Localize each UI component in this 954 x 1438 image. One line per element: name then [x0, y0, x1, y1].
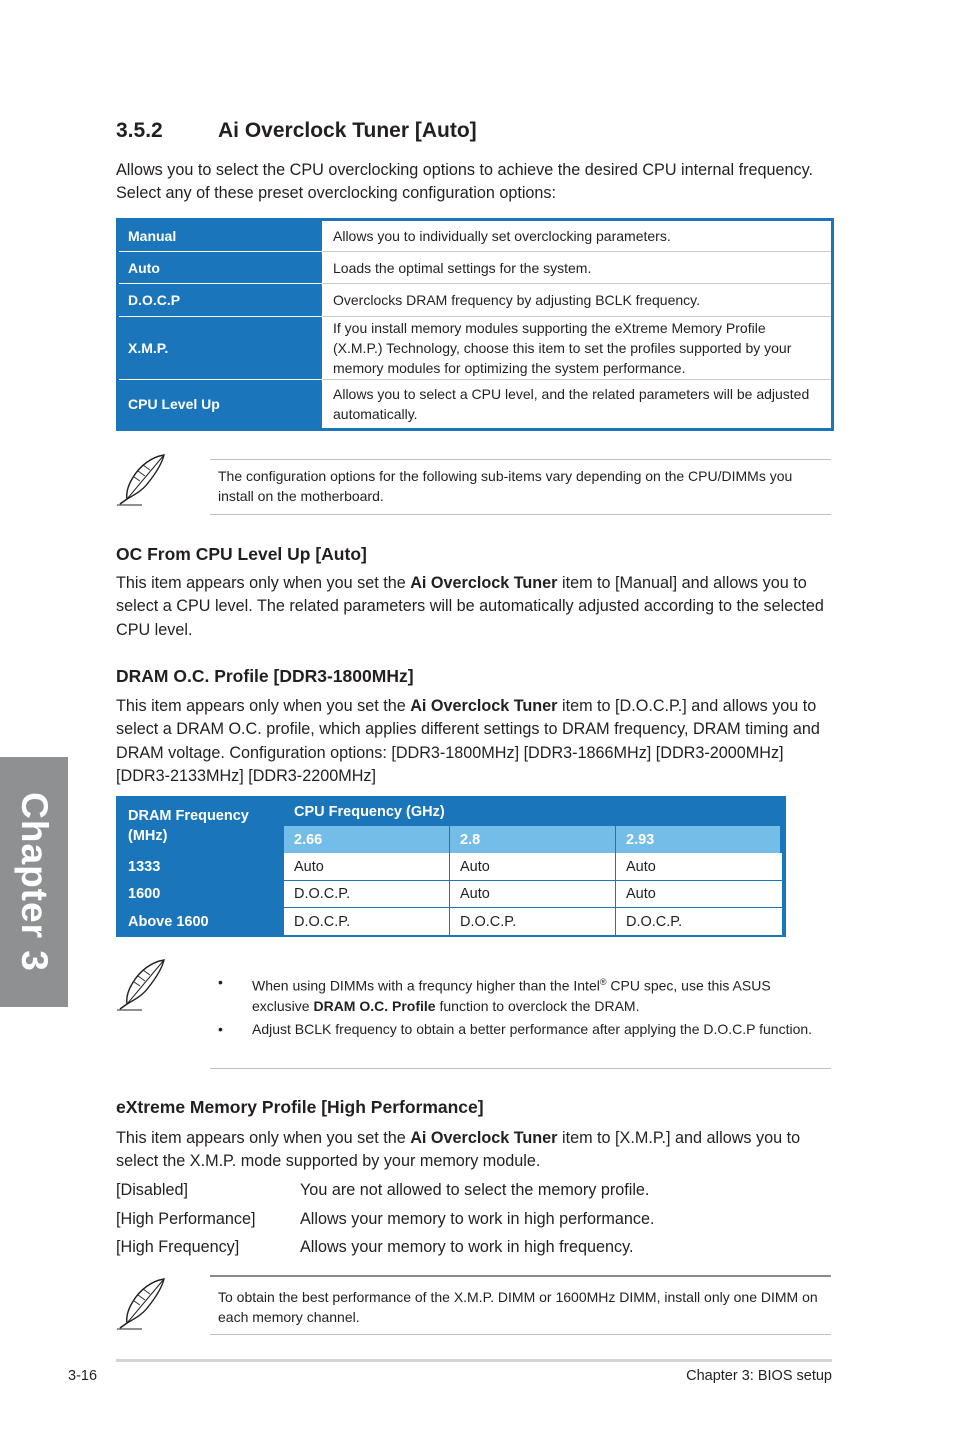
cpu-freq-col: 2.93 [616, 826, 780, 853]
dram-row-label: 1333 [128, 858, 161, 875]
dram-profile-heading: DRAM O.C. Profile [DDR3-1800MHz] [116, 666, 414, 686]
table-cell: D.O.C.P. [284, 908, 449, 935]
table-cell: Auto [450, 853, 615, 880]
table-row [119, 283, 831, 316]
section-title-text: Ai Overclock Tuner [Auto] [218, 119, 477, 142]
table-cell: D.O.C.P. [616, 908, 782, 935]
table-cell: Auto [284, 853, 449, 880]
xmp-text: This item appears only when you set the Ai Overclock Tuner item to [X.M.P.] and allows you to select the X.M.P. mode supported by your memory module. [116, 1129, 801, 1171]
xmp-option-desc: Allows your memory to work in high performance. [300, 1210, 655, 1228]
note-text: The configuration options for the following sub-items vary depending on the CPU/DIMMs you install on the motherboard. [218, 468, 793, 504]
xmp-option-desc: You are not allowed to select the memory profile. [300, 1181, 650, 1199]
xmp-option-name: [Disabled] [116, 1181, 188, 1199]
cpu-frequency-header: CPU Frequency (GHz) [294, 803, 445, 820]
table-row [119, 251, 831, 283]
note-text: To obtain the best performance of the X.M.P. DIMM or 1600MHz DIMM, install only one DIMM on each memory channel. [218, 1289, 818, 1325]
dram-frequency-table [116, 796, 786, 937]
feather-pen-icon [114, 956, 168, 1010]
option-name: CPU Level Up [119, 379, 322, 428]
xmp-heading: eXtreme Memory Profile [High Performance] [116, 1097, 484, 1117]
table-cell: D.O.C.P. [450, 908, 615, 935]
note-box [210, 958, 831, 1069]
bullet: • [218, 974, 223, 990]
option-desc: Overclocks DRAM frequency by adjusting BCLK frequency. [322, 283, 831, 316]
chapter-tab [0, 757, 68, 1007]
section-intro: Allows you to select the CPU overclocking options to achieve the desired CPU internal frequency. Select any of these preset overclocking configuration options: [116, 161, 814, 203]
bullet: • [218, 1021, 223, 1037]
section-title [116, 119, 477, 143]
table-cell: D.O.C.P. [284, 881, 449, 907]
table-cell: Auto [616, 881, 782, 907]
page-number: 3-16 [68, 1368, 98, 1384]
feather-pen-icon [114, 1275, 168, 1329]
table-row [119, 316, 831, 379]
dram-row-label: Above 1600 [128, 913, 209, 930]
table-cell: Auto [616, 853, 782, 880]
table-cell: Auto [450, 881, 615, 907]
xmp-option-desc: Allows your memory to work in high frequency. [300, 1238, 634, 1256]
option-name: X.M.P. [119, 316, 322, 379]
option-desc: Allows you to individually set overclocking parameters. [322, 221, 831, 251]
dram-row-label: 1600 [128, 886, 161, 902]
note-box [210, 1275, 831, 1335]
cpu-freq-col: 2.66 [284, 826, 449, 853]
xmp-option-name: [High Frequency] [116, 1238, 240, 1256]
oc-from-cpu-text: This item appears only when you set the Ai Overclock Tuner item to [Manual] and allows you to select a CPU level. The related parameters will be automatically adjusted according to the selected CPU level. [116, 574, 824, 639]
table-row [119, 221, 831, 251]
option-desc: If you install memory modules supporting the eXtreme Memory Profile (X.M.P.) Technology, choose this item to set the profiles supported by your memory modules for optimizing the system performance. [322, 316, 831, 379]
feather-pen-icon [114, 451, 168, 505]
footer-chapter: Chapter 3: BIOS setup [686, 1368, 832, 1384]
option-desc: Loads the optimal settings for the system. [322, 251, 831, 283]
chapter-tab-label: Chapter 3 [14, 792, 55, 972]
list-item: • Adjust BCLK frequency to obtain a better performance after applying the D.O.C.P function. [218, 1021, 813, 1037]
xmp-option-name: [High Performance] [116, 1210, 256, 1228]
note-box [210, 459, 831, 515]
table-row [119, 379, 831, 428]
option-desc: Allows you to select a CPU level, and the related parameters will be adjusted automatically. [322, 379, 831, 428]
dram-frequency-header: DRAM Frequency (MHz) [128, 807, 249, 844]
option-name: Auto [119, 251, 322, 283]
overclock-options-table [116, 218, 834, 431]
cpu-freq-col: 2.8 [450, 826, 615, 853]
list-item: • When using DIMMs with a frequncy higher than the Intel® CPU spec, use this ASUS exclusive DRAM O.C. Profile function to overclock the DRAM. [218, 974, 771, 1014]
footer-divider [116, 1359, 832, 1362]
option-name: Manual [119, 221, 322, 251]
oc-from-cpu-heading: OC From CPU Level Up [Auto] [116, 544, 367, 564]
section-number: 3.5.2 [116, 119, 163, 142]
option-name: D.O.C.P [119, 283, 322, 316]
dram-profile-text: This item appears only when you set the Ai Overclock Tuner item to [D.O.C.P.] and allows you to select a DRAM O.C. profile, which applies different settings to DRAM frequency, DRAM timing and DRAM voltage. Configuration options: [DDR3-1800MHz] [DDR3-1866MHz] [DDR3-2000MHz] [DDR3-2133MHz] [DDR3-2200MHz] [116, 697, 820, 785]
